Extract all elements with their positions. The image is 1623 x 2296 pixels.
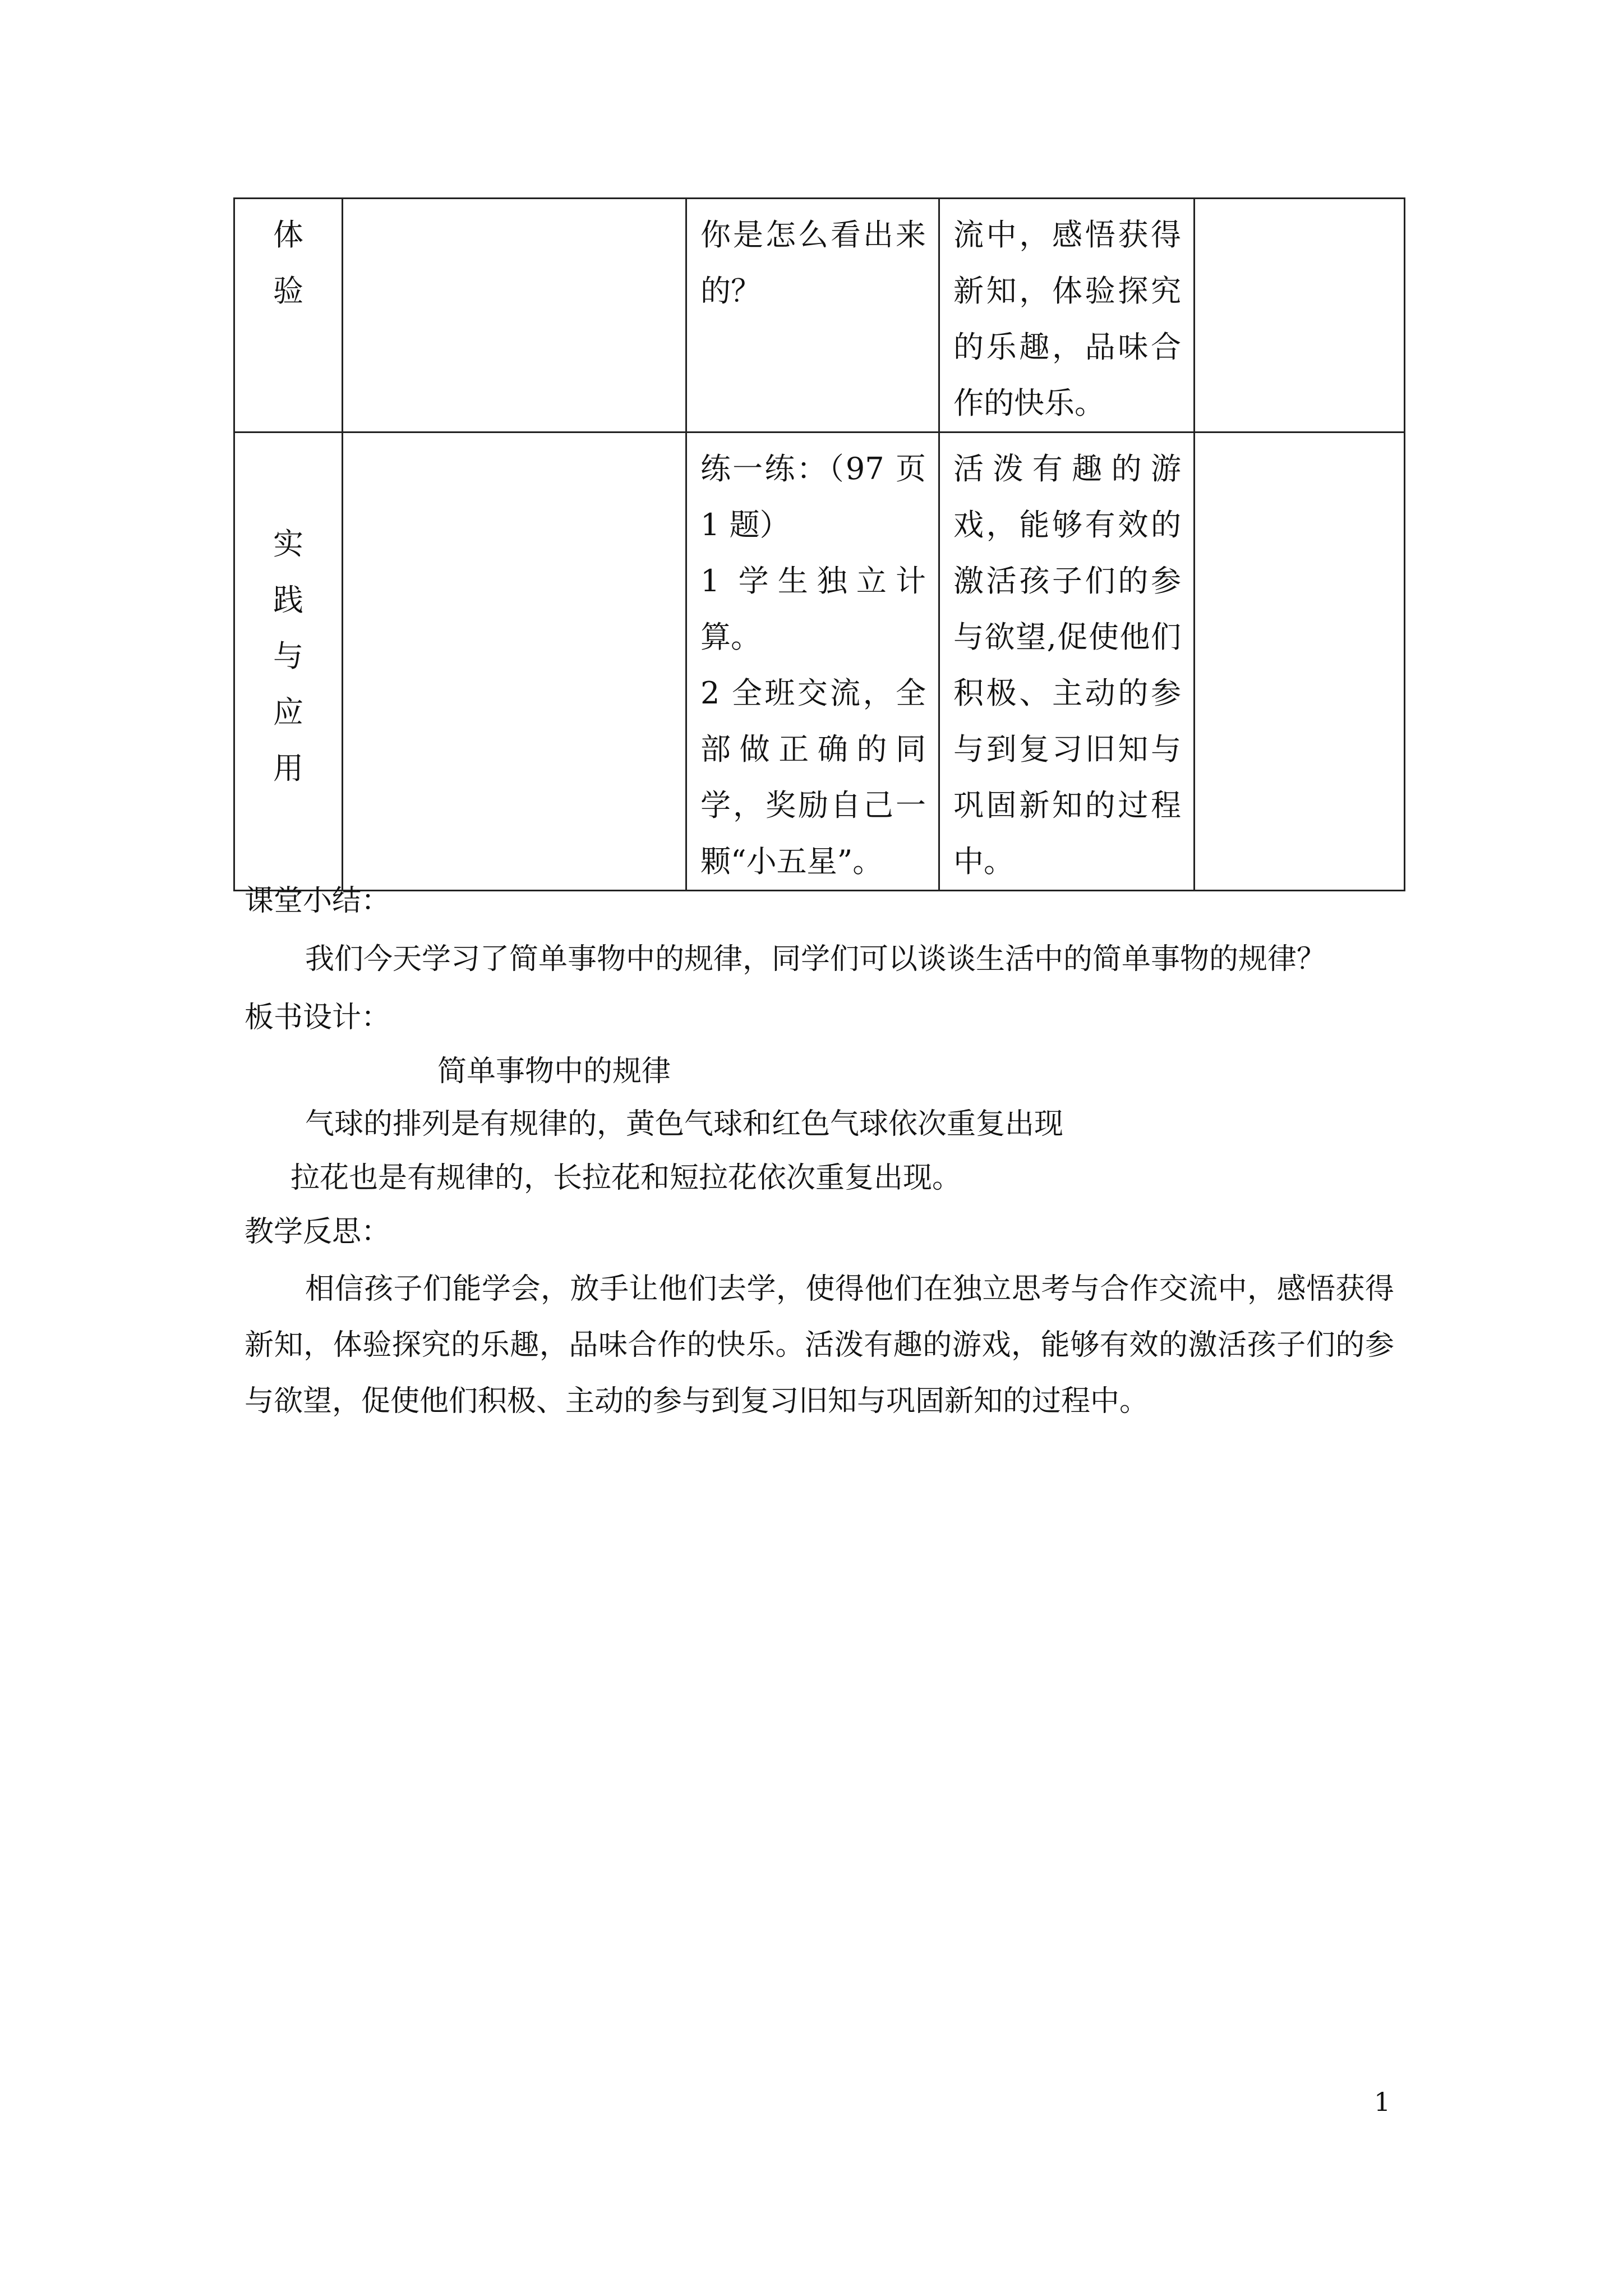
summary-text: 我们今天学习了简单事物中的规律，同学们可以谈谈生活中的简单事物的规律？: [305, 942, 1326, 976]
blank-cell: [343, 432, 686, 891]
table-row: [234, 432, 1405, 891]
summary-heading: 课堂小结：: [245, 884, 391, 918]
reflection-heading: 教学反思：: [245, 1215, 391, 1249]
stage-label: 体 验: [273, 217, 303, 309]
blank-cell: [343, 199, 686, 432]
table-row: [234, 199, 1405, 432]
stage-cell: [234, 199, 343, 432]
stage-cell: [234, 432, 343, 891]
stage-label: 实 践 与 应 用: [273, 526, 303, 786]
board-line-2: 拉花也是有规律的，长拉花和短拉花依次重复出现。: [291, 1161, 962, 1195]
intent-cell: [939, 432, 1195, 891]
intent-text: 流中，感悟获得新知，体验探究的乐趣，品味合作的快乐。: [953, 217, 1181, 421]
notes-cell: [1195, 199, 1405, 432]
board-title: 简单事物中的规律: [437, 1055, 671, 1088]
activity-cell: [686, 199, 939, 432]
notes-cell: [1195, 432, 1405, 891]
board-line-1: 气球的排列是有规律的，黄色气球和红色气球依次重复出现: [305, 1107, 1064, 1141]
intent-text: 活泼有趣的游戏，能够有效的激活孩子们的参与欲望,促使他们积极、主动的参与到复习旧知与巩固新知的过程中。: [953, 451, 1181, 879]
intent-cell: [939, 199, 1195, 432]
activity-text: 你是怎么看出来的？: [700, 217, 926, 309]
activity-text: 练一练：（97 页 1 题） 1 学生独立计算。 2 全班交流，全部做正确的同学，奖励自己一颗“小五星”。: [700, 451, 926, 879]
reflection-text: 相信孩子们能学会，放手让他们去学，使得他们在独立思考与合作交流中，感悟获得新知，体验探究的乐趣，品味合作的快乐。活泼有趣的游戏，能够有效的激活孩子们的参与欲望，促使他们积极、主动的参与到复习旧知与巩固新知的过程中。: [245, 1272, 1394, 1418]
activity-cell: [686, 432, 939, 891]
lesson-table: [233, 197, 1405, 891]
board-heading: 板书设计：: [245, 1001, 391, 1034]
page-number: 1: [1374, 2087, 1391, 2117]
